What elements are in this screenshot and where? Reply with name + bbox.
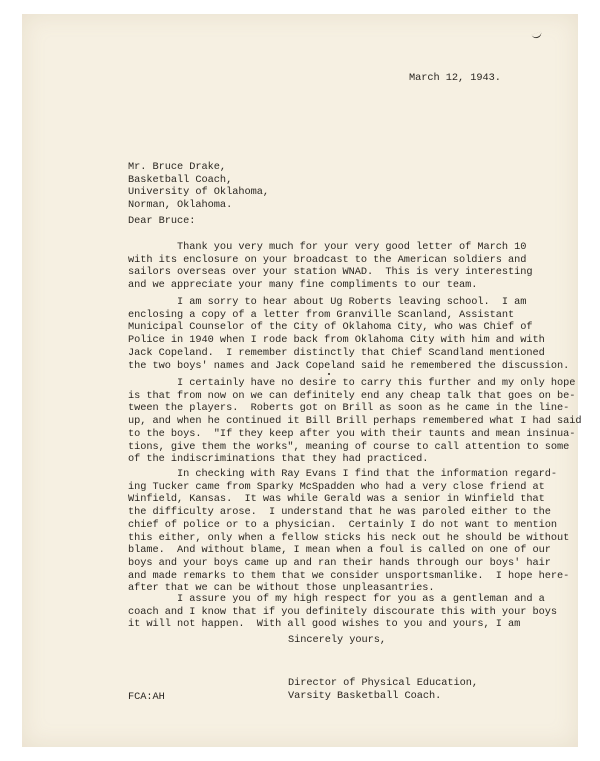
body-paragraph: I assure you of my high respect for you as a gentleman and a coach and I know that if you definitely discourate this with your boys it will not happen. With all good wishes to you and yours, I am: [128, 593, 558, 631]
complimentary-close: Sincerely yours,: [288, 634, 387, 646]
salutation: Dear Bruce:: [128, 215, 196, 227]
body-paragraph: Thank you very much for your very good letter of March 10 with its enclosure on your broadcast to the American soldiers and sailors overseas over your station WNAD. This is very interesting and we appreciate your many fine compliments to our team.: [128, 241, 533, 292]
signature-block: Director of Physical Education, Varsity Basketball Coach.: [288, 677, 479, 702]
ink-speck: [328, 373, 330, 375]
body-paragraph: I am sorry to hear about Ug Roberts leaving school. I am enclosing a copy of a letter from Granville Scanland, Assistant Municipal Counselor of the City of Oklahoma City, who was Chief of Police in 1940 when I rode back from Oklahoma City with him and with Jack Copeland. I remember distinctly that Chief Scandland mentioned the two boys' names and Jack Copeland said he remembered the discussion.: [128, 296, 570, 372]
letter-date: March 12, 1943.: [409, 72, 501, 84]
body-paragraph: I certainly have no desire to carry this further and my only hope is that from now on we can definitely end any cheap talk that goes on be- tween the players. Roberts got on Brill as soon as he came in the line- up, and when he continued it Bill Brill perhaps remembered what I had said to the boys. "If they keep after you with their taunts and mean insinua- tions, give them the works", meaning of course to call attention to some of the indiscriminations that they had practiced.: [128, 377, 582, 466]
inside-address: Mr. Bruce Drake, Basketball Coach, University of Oklahoma, Norman, Oklahoma.: [128, 161, 269, 212]
reference-initials: FCA:AH: [128, 691, 165, 703]
body-paragraph: In checking with Ray Evans I find that the information regard- ing Tucker came from Sparky McSpadden who had a very close friend at Winfield, Kansas. It was while Gerald was a senior in Winfield that the difficulty arose. I understand that he was paroled either to the chief of police or to a physician. Certainly I do not want to mention this either, only when a fellow sticks his neck out he should be without blame. And without blame, I mean when a foul is called on one of our boys and your boys came up and ran their hands through our boys' hair and made remarks to them that we consider unsportsmanlike. I hope here- after that we can be without those unpleasantries.: [128, 468, 570, 595]
